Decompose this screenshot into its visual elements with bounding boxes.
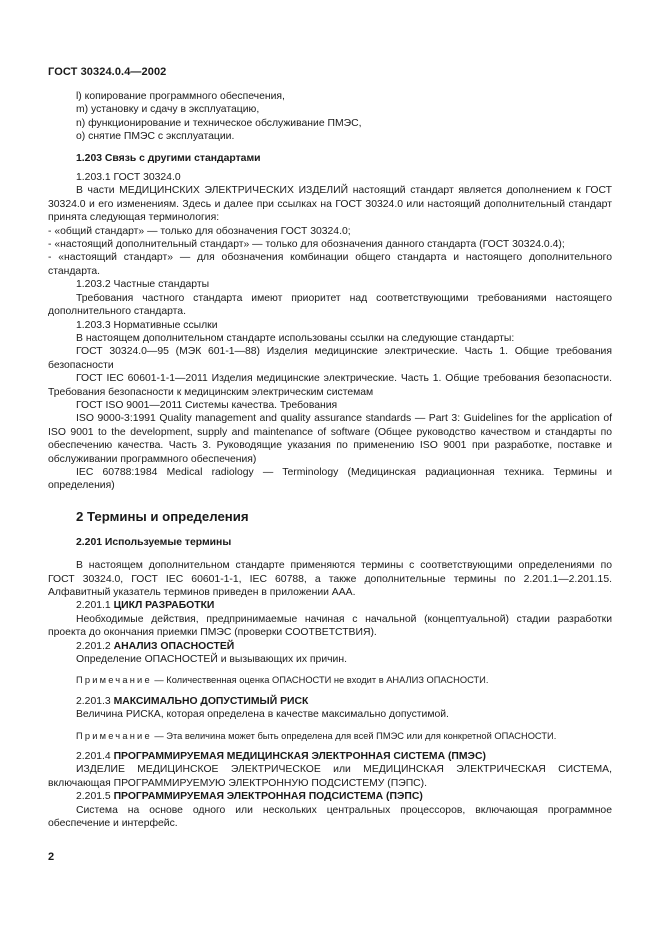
reference-item: ГОСТ ISO 9001—2011 Системы качества. Требования xyxy=(76,399,338,411)
term-definition: Величина РИСКА, которая определена в качестве максимально допустимой. xyxy=(76,709,449,721)
term-name: ПРОГРАММИРУЕМАЯ ЭЛЕКТРОННАЯ ПОДСИСТЕМА (ПЭПС) xyxy=(113,791,423,803)
page-content xyxy=(48,90,612,831)
term-definition: ИЗДЕЛИЕ МЕДИЦИНСКОЕ ЭЛЕКТРИЧЕСКОЕ или МЕДИЦИНСКАЯ ЭЛЕКТРИЧЕСКАЯ СИСТЕМА, включающая ПРОГРАММИРУЕМУЮ ЭЛЕКТРОННУЮ ПОДСИСТЕМУ (ПЭПС). xyxy=(48,764,612,789)
term-number: 2.201.5 xyxy=(76,791,111,803)
term-number: 2.201.2 xyxy=(76,640,111,652)
note-label: Примечание xyxy=(76,675,152,686)
section-heading-1203: 1.203 Связь с другими стандартами xyxy=(76,152,261,164)
bullet-item: - «общий стандарт» — только для обозначения ГОСТ 30324.0; xyxy=(48,225,351,237)
term-title xyxy=(48,695,612,708)
list-item: о) снятие ПМЭС с эксплуатации. xyxy=(76,131,235,143)
reference-item: IEC 60788:1984 Medical radiology — Terminology (Медицинская радиационная техника. Термины и определения) xyxy=(48,466,612,492)
subsection-title-1203-1: 1.203.1 ГОСТ 30324.0 xyxy=(76,172,181,184)
reference-item: ГОСТ IEC 60601-1-1—2011 Изделия медицинские электрические. Часть 1. Общие требования безопасности. Требования безопасности к медицинским электрическим системам xyxy=(48,373,612,398)
list-item: n) функционирование и техническое обслуживание ПМЭС, xyxy=(76,117,362,129)
note-text: — Количественная оценка ОПАСНОСТИ не входит в АНАЛИЗ ОПАСНОСТИ. xyxy=(151,675,489,686)
list-item: m) установку и сдачу в эксплуатацию, xyxy=(76,104,260,116)
bullet-item: - «настоящий дополнительный стандарт» — только для обозначения данного стандарта (ГОСТ 30324.0.4); xyxy=(48,239,565,251)
term-name: ПРОГРАММИРУЕМАЯ МЕДИЦИНСКАЯ ЭЛЕКТРОННАЯ СИСТЕМА (ПМЭС) xyxy=(113,751,486,763)
paragraph: В части МЕДИЦИНСКИХ ЭЛЕКТРИЧЕСКИХ ИЗДЕЛИЙ настоящий стандарт является дополнением к ГОСТ 30324.0 и его изменениям. Здесь и далее при ссылках на ГОСТ 30324.0 или настоящий дополнительный стандарт принята следующая терминология: xyxy=(48,185,612,224)
term-title xyxy=(48,640,612,653)
paragraph: В настоящем дополнительном стандарте применяются термины с соответствующими определениями по ГОСТ 30324.0, ГОСТ IEC 60601-1-1, IEC 60788, а также дополнительные термины по 2.201.1—2.201.15. Алфавитный указатель терминов приведен в приложении ААА. xyxy=(48,560,612,598)
term-title xyxy=(48,599,612,612)
page-number: 2 xyxy=(48,851,55,863)
subsection-title-1203-2: 1.203.2 Частные стандарты xyxy=(76,279,210,291)
bullet-item: - «настоящий стандарт» — для обозначения комбинации общего стандарта и настоящего дополнительного стандарта. xyxy=(48,252,612,277)
note xyxy=(48,674,612,686)
term-name: АНАЛИЗ ОПАСНОСТЕЙ xyxy=(113,640,235,652)
section-heading-2: 2 Термины и определения xyxy=(76,508,249,524)
term-number: 2.201.1 xyxy=(76,600,111,612)
term-name: ЦИКЛ РАЗРАБОТКИ xyxy=(113,600,215,612)
subsection-title-1203-3: 1.203.3 Нормативные ссылки xyxy=(76,319,218,331)
paragraph: Требования частного стандарта имеют приоритет над соответствующими требованиями настоящего дополнительного стандарта. xyxy=(48,292,612,318)
term-definition: Необходимые действия, предпринимаемые начиная с начальной (концептуальной) стадии разработки проекта до окончания приемки ПМЭС (проверки СООТВЕТСТВИЯ). xyxy=(48,613,612,639)
note-label: Примечание xyxy=(76,730,152,741)
term-title xyxy=(48,750,612,763)
term-definition: Определение ОПАСНОСТЕЙ и вызывающих их причин. xyxy=(76,654,347,666)
list-item: l) копирование программного обеспечения, xyxy=(76,91,285,102)
document-header: ГОСТ 30324.0.4—2002 xyxy=(48,66,167,78)
term-definition: Система на основе одного или нескольких центральных процессоров, включающая программное обеспечение и интерфейс. xyxy=(48,804,612,830)
term-number: 2.201.3 xyxy=(76,695,111,707)
term-title xyxy=(48,790,612,803)
term-number: 2.201.4 xyxy=(76,751,111,763)
reference-item: ISO 9000-3:1991 Quality management and quality assurance standards — Part 3: Guidelines for the application of ISO 9001 to the development, supply and maintenance of software (Общее руководство качеством и стандарты по обеспечению качества. Часть 3. Руководящие указания по применению ISO 9001 при разработке, поставке и обслуживании программного обеспечения) xyxy=(48,413,612,465)
section-heading-2201: 2.201 Используемые термины xyxy=(76,536,232,548)
note-text: — Эта величина может быть определена для всей ПМЭС или для конкретной ОПАСНОСТИ. xyxy=(151,730,557,741)
note xyxy=(48,730,612,742)
paragraph: В настоящем дополнительном стандарте использованы ссылки на следующие стандарты: xyxy=(76,332,515,344)
reference-item: ГОСТ 30324.0—95 (МЭК 601-1—88) Изделия медицинские электрические. Часть 1. Общие требования безопасности xyxy=(48,346,612,371)
term-name: МАКСИМАЛЬНО ДОПУСТИМЫЙ РИСК xyxy=(113,695,309,707)
